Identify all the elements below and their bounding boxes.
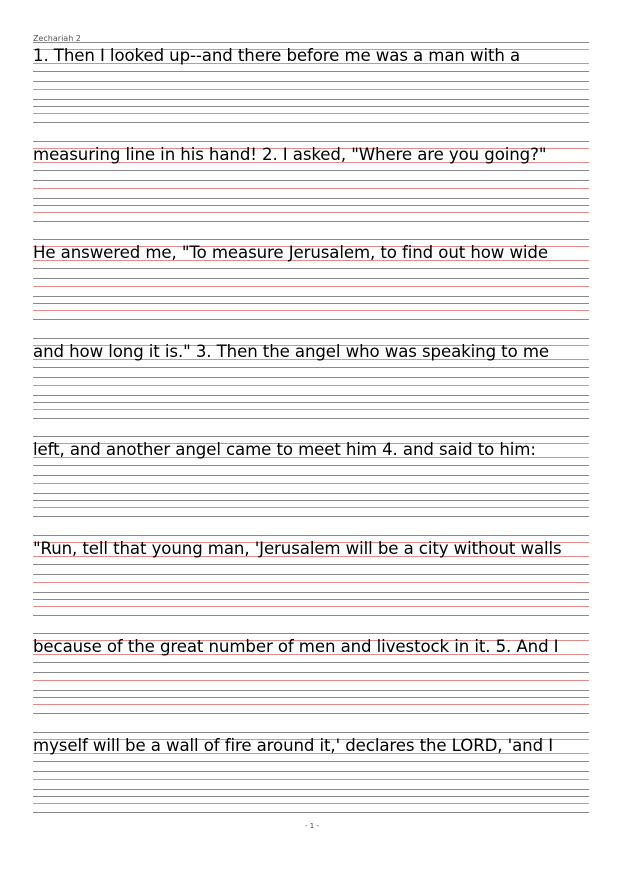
ruling-line [33,507,589,508]
practice-block [33,338,589,424]
ruling-line [33,113,589,114]
ruling-line [33,812,589,813]
ruling-line [33,475,589,476]
ruling-line [33,367,589,368]
ruling-line [33,662,589,663]
ruling-line [33,99,589,100]
ruling-line [33,771,589,772]
ruling-line [33,516,589,517]
ruling-line [33,239,589,240]
practice-block [33,436,589,522]
ruling-line [33,535,589,536]
ruling-line [33,395,589,396]
ruling-line [33,338,589,339]
ruling-line [33,188,589,189]
ruling-line [33,713,589,714]
ruling-line [33,582,589,583]
ruling-line [33,385,589,386]
ruling-line [33,615,589,616]
text-line: myself will be a wall of fire around it,' declares the LORD, 'and I [33,735,554,755]
ruling-line [33,436,589,437]
ruling-line [33,278,589,279]
ruling-line [33,704,589,705]
text-line: measuring line in his hand! 2. I asked, "Where are you going?" [33,144,547,164]
ruling-line [33,71,589,72]
text-line: and how long it is." 3. Then the angel who was speaking to me [33,341,549,361]
ruling-line [33,296,589,297]
ruling-line [33,303,589,304]
ruling-line [33,205,589,206]
ruling-line [33,599,589,600]
ruling-line [33,377,589,378]
ruling-line [33,42,589,43]
ruling-line [33,402,589,403]
ruling-line [33,310,589,311]
practice-block [33,141,589,227]
ruling-line [33,81,589,82]
text-line: because of the great number of men and livestock in it. 5. And I [33,637,559,656]
practice-block [33,633,589,719]
page-header-title: Zechariah 2 [33,34,81,43]
ruling-line [33,319,589,320]
text-line: "Run, tell that young man, 'Jerusalem will be a city without walls [33,538,562,558]
ruling-line [33,779,589,780]
ruling-line [33,493,589,494]
ruling-line [33,672,589,673]
ruling-line [33,141,589,142]
ruling-line [33,761,589,762]
practice-block [33,535,589,621]
ruling-line [33,789,589,790]
ruling-line [33,574,589,575]
ruling-line [33,221,589,222]
ruling-line [33,409,589,410]
ruling-line [33,268,589,269]
text-line: left, and another angel came to meet him 4. and said to him: [33,440,536,459]
page-number: - 1 - [305,822,319,830]
ruling-line [33,198,589,199]
practice-block [33,732,589,818]
ruling-line [33,680,589,681]
ruling-line [33,697,589,698]
text-line: 1. Then I looked up--and there before me was a man with a [33,46,521,65]
ruling-line [33,633,589,634]
ruling-line [33,170,589,171]
practice-block [33,239,589,325]
ruling-line [33,212,589,213]
text-line: He answered me, "To measure Jerusalem, to find out how wide [33,243,548,262]
ruling-line [33,89,589,90]
ruling-line [33,690,589,691]
ruling-line [33,796,589,797]
ruling-line [33,732,589,733]
ruling-line [33,180,589,181]
practice-block [33,42,589,128]
ruling-line [33,803,589,804]
ruling-line [33,500,589,501]
ruling-line [33,564,589,565]
ruling-line [33,106,589,107]
ruling-line [33,122,589,123]
ruling-line [33,465,589,466]
ruling-line [33,418,589,419]
ruling-line [33,483,589,484]
ruling-line [33,592,589,593]
ruling-line [33,286,589,287]
ruling-line [33,606,589,607]
